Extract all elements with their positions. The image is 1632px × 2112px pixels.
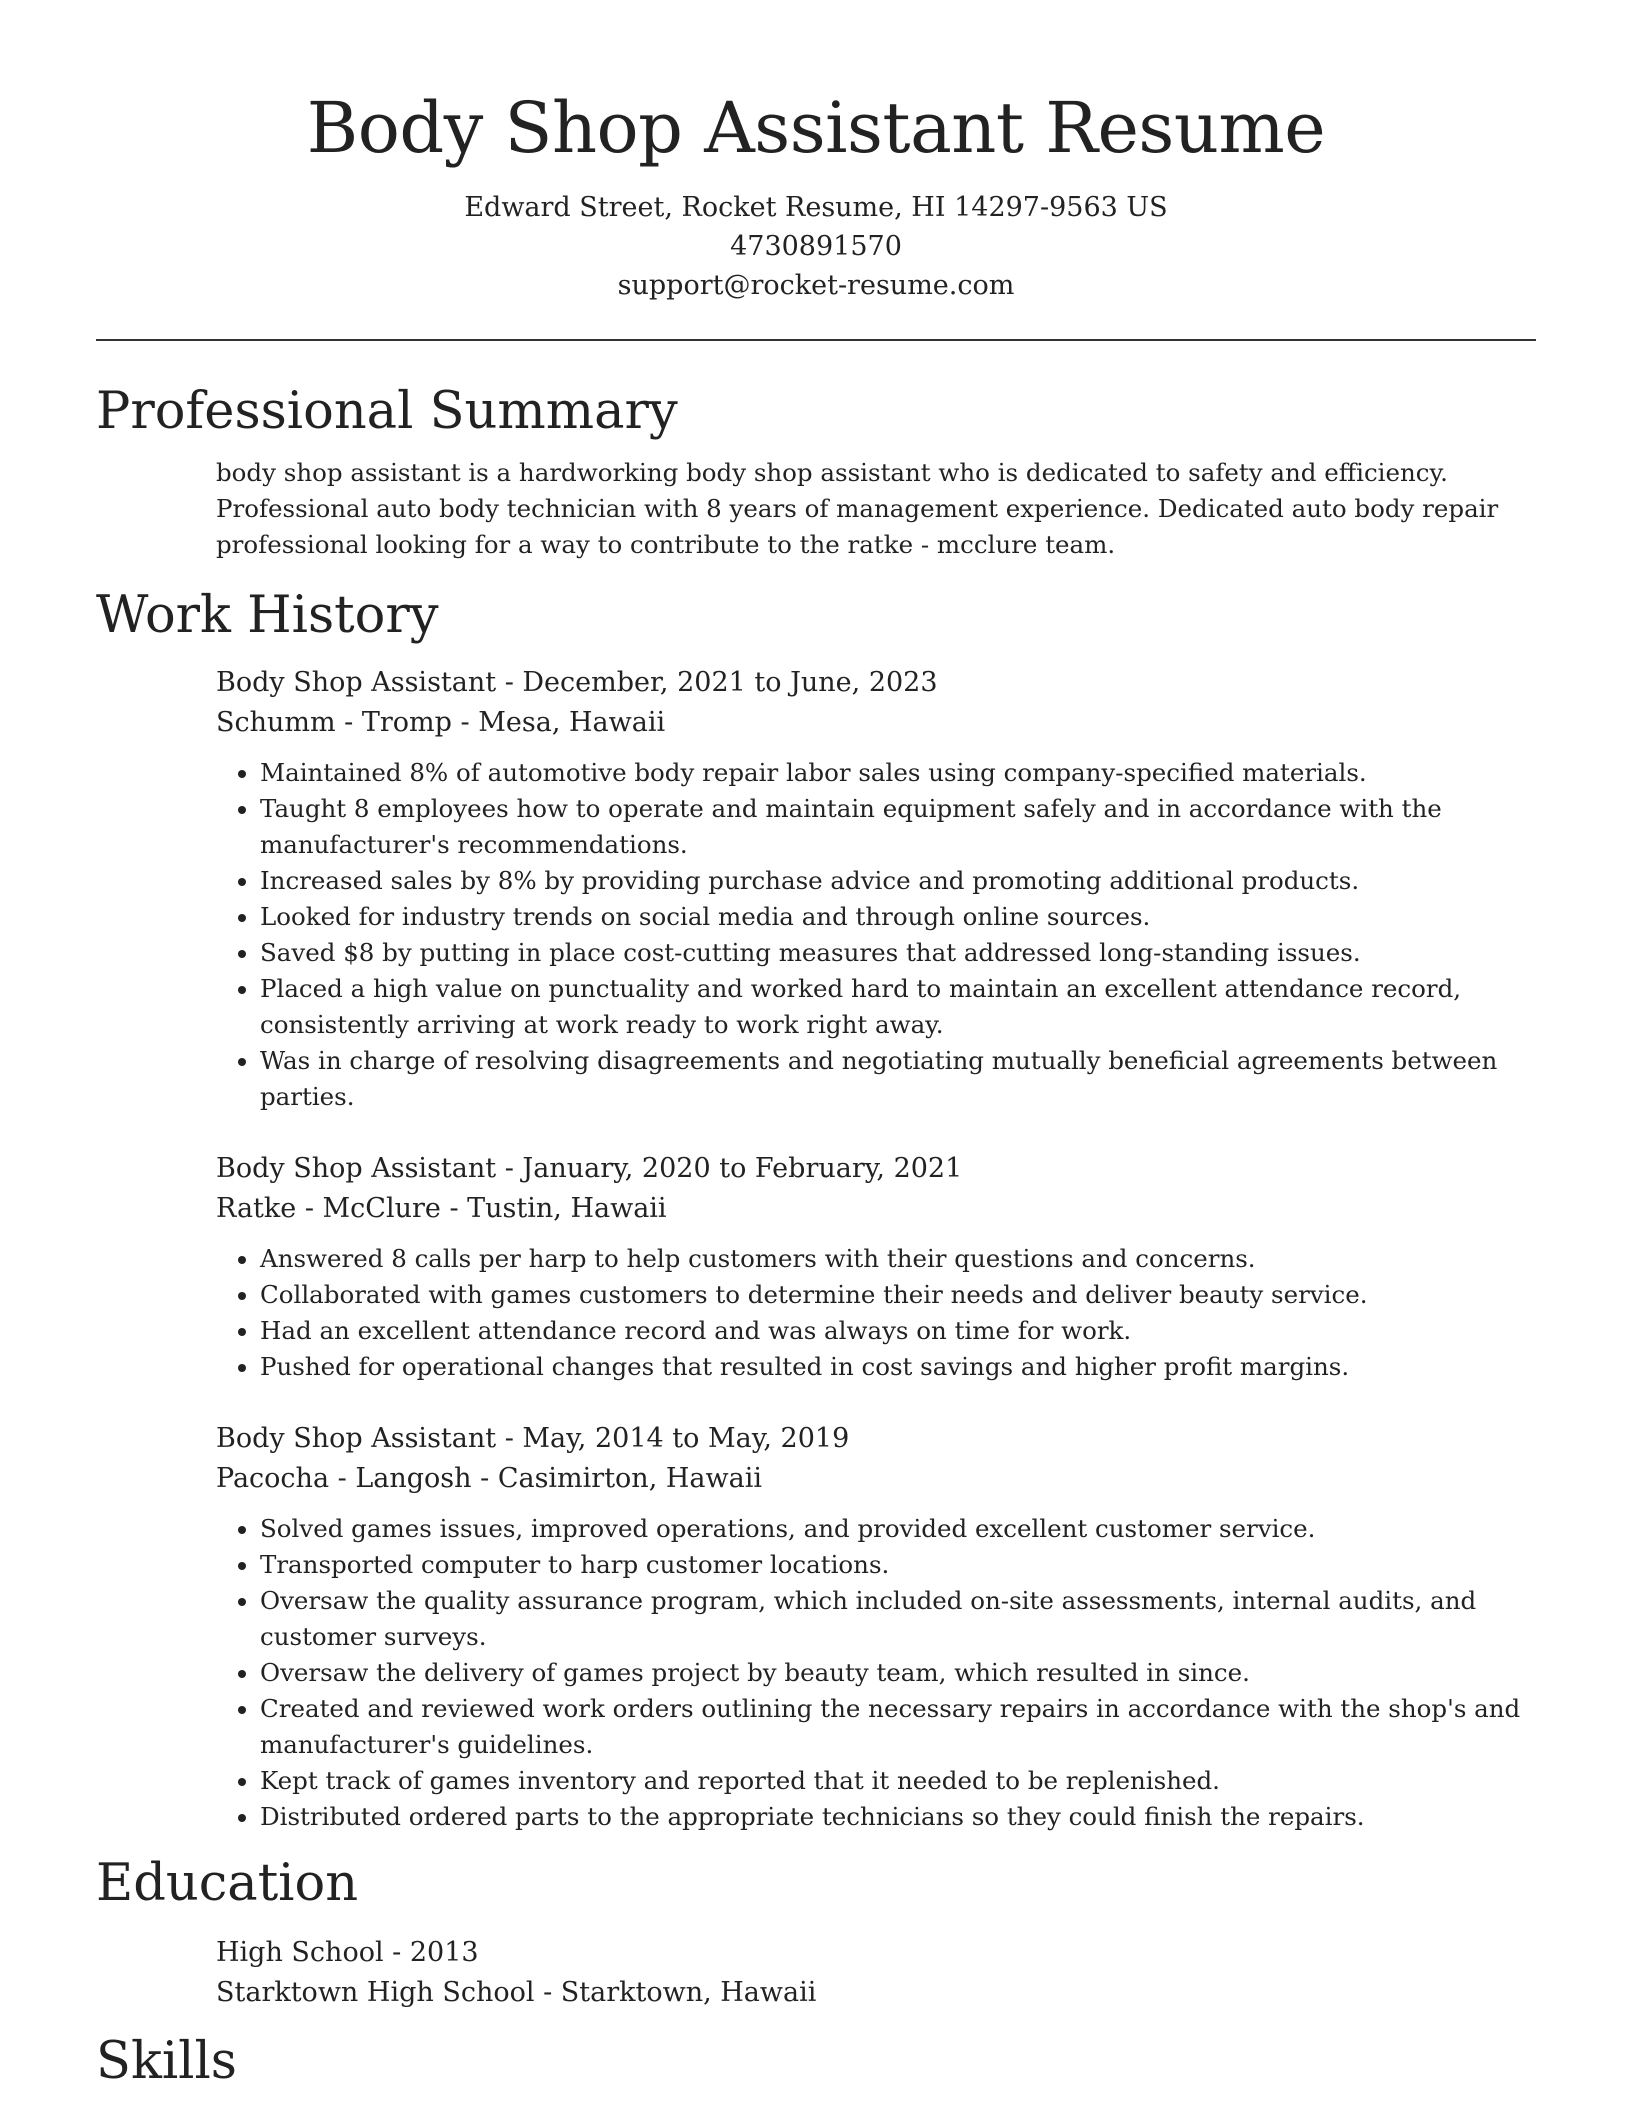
job-bullet: • Oversaw the delivery of games project by beauty team, which resulted in since. xyxy=(260,1655,1536,1691)
job-entry-3 xyxy=(216,1419,1536,1835)
job-title-line: Body Shop Assistant - May, 2014 to May, 2019 xyxy=(216,1423,850,1454)
job-bullet: • Collaborated with games customers to determine their needs and deliver beauty service. xyxy=(260,1277,1536,1313)
job-bullet: • Pushed for operational changes that resulted in cost savings and higher profit margins. xyxy=(260,1349,1536,1385)
skills-heading: Skills xyxy=(96,2032,237,2091)
education-degree-line: High School - 2013 xyxy=(216,1937,479,1968)
resume-page xyxy=(96,0,1536,2093)
job-title-line: Body Shop Assistant - January, 2020 to February, 2021 xyxy=(216,1153,963,1184)
job-bullet: • Solved games issues, improved operations, and provided excellent customer service. xyxy=(260,1511,1536,1547)
summary-text: body shop assistant is a hardworking body shop assistant who is dedicated to safety and efficiency. Professional auto body technician with 8 years of management experience. Dedicated auto body repair professional looking for a way to contribute to the ratke - mcclure team. xyxy=(216,458,1499,559)
contact-phone: 4730891570 xyxy=(730,231,902,262)
job-bullet: • Saved $8 by putting in place cost-cutting measures that addressed long-standing issues. xyxy=(260,935,1536,971)
work-history-heading: Work History xyxy=(96,586,439,645)
education-heading: Education xyxy=(96,1854,359,1913)
job-bullet: • Taught 8 employees how to operate and maintain equipment safely and in accordance with the manufacturer's recommendations. xyxy=(260,791,1536,863)
job-bullet: • Had an excellent attendance record and was always on time for work. xyxy=(260,1313,1536,1349)
job-bullets xyxy=(216,755,1536,1115)
job-bullets xyxy=(216,1511,1536,1835)
header-divider xyxy=(96,339,1536,341)
job-bullet: • Oversaw the quality assurance program, which included on-site assessments, internal audits, and customer surveys. xyxy=(260,1583,1536,1655)
job-bullet: • Created and reviewed work orders outlining the necessary repairs in accordance with the shop's and manufacturer's guidelines. xyxy=(260,1691,1536,1763)
job-bullet: • Increased sales by 8% by providing purchase advice and promoting additional products. xyxy=(260,863,1536,899)
contact-email: support@rocket-resume.com xyxy=(617,270,1015,301)
job-bullet: • Transported computer to harp customer locations. xyxy=(260,1547,1536,1583)
job-title-line: Body Shop Assistant - December, 2021 to June, 2023 xyxy=(216,667,938,698)
job-bullet: • Distributed ordered parts to the appropriate technicians so they could finish the repairs. xyxy=(260,1799,1536,1835)
contact-block xyxy=(96,188,1536,305)
job-company-line: Pacocha - Langosh - Casimirton, Hawaii xyxy=(216,1463,762,1494)
job-bullet: • Maintained 8% of automotive body repair labor sales using company-specified materials. xyxy=(260,755,1536,791)
job-bullet: • Placed a high value on punctuality and worked hard to maintain an excellent attendance record, consistently arriving at work ready to work right away. xyxy=(260,971,1536,1043)
summary-heading: Professional Summary xyxy=(96,382,678,441)
resume-title: Body Shop Assistant Resume xyxy=(306,87,1326,169)
job-company-line: Schumm - Tromp - Mesa, Hawaii xyxy=(216,707,666,738)
job-bullet: • Looked for industry trends on social media and through online sources. xyxy=(260,899,1536,935)
education-school-line: Starktown High School - Starktown, Hawaii xyxy=(216,1977,817,2008)
job-bullet: • Answered 8 calls per harp to help customers with their questions and concerns. xyxy=(260,1241,1536,1277)
job-bullet: • Kept track of games inventory and reported that it needed to be replenished. xyxy=(260,1763,1536,1799)
job-entry-2 xyxy=(216,1149,1536,1385)
job-company-line: Ratke - McClure - Tustin, Hawaii xyxy=(216,1193,667,1224)
job-bullet: • Was in charge of resolving disagreements and negotiating mutually beneficial agreements between parties. xyxy=(260,1043,1536,1115)
education-entry xyxy=(216,1933,1536,2013)
job-entry-1 xyxy=(216,663,1536,1115)
contact-address: Edward Street, Rocket Resume, HI 14297-9563 US xyxy=(464,192,1168,223)
job-bullets xyxy=(216,1241,1536,1385)
